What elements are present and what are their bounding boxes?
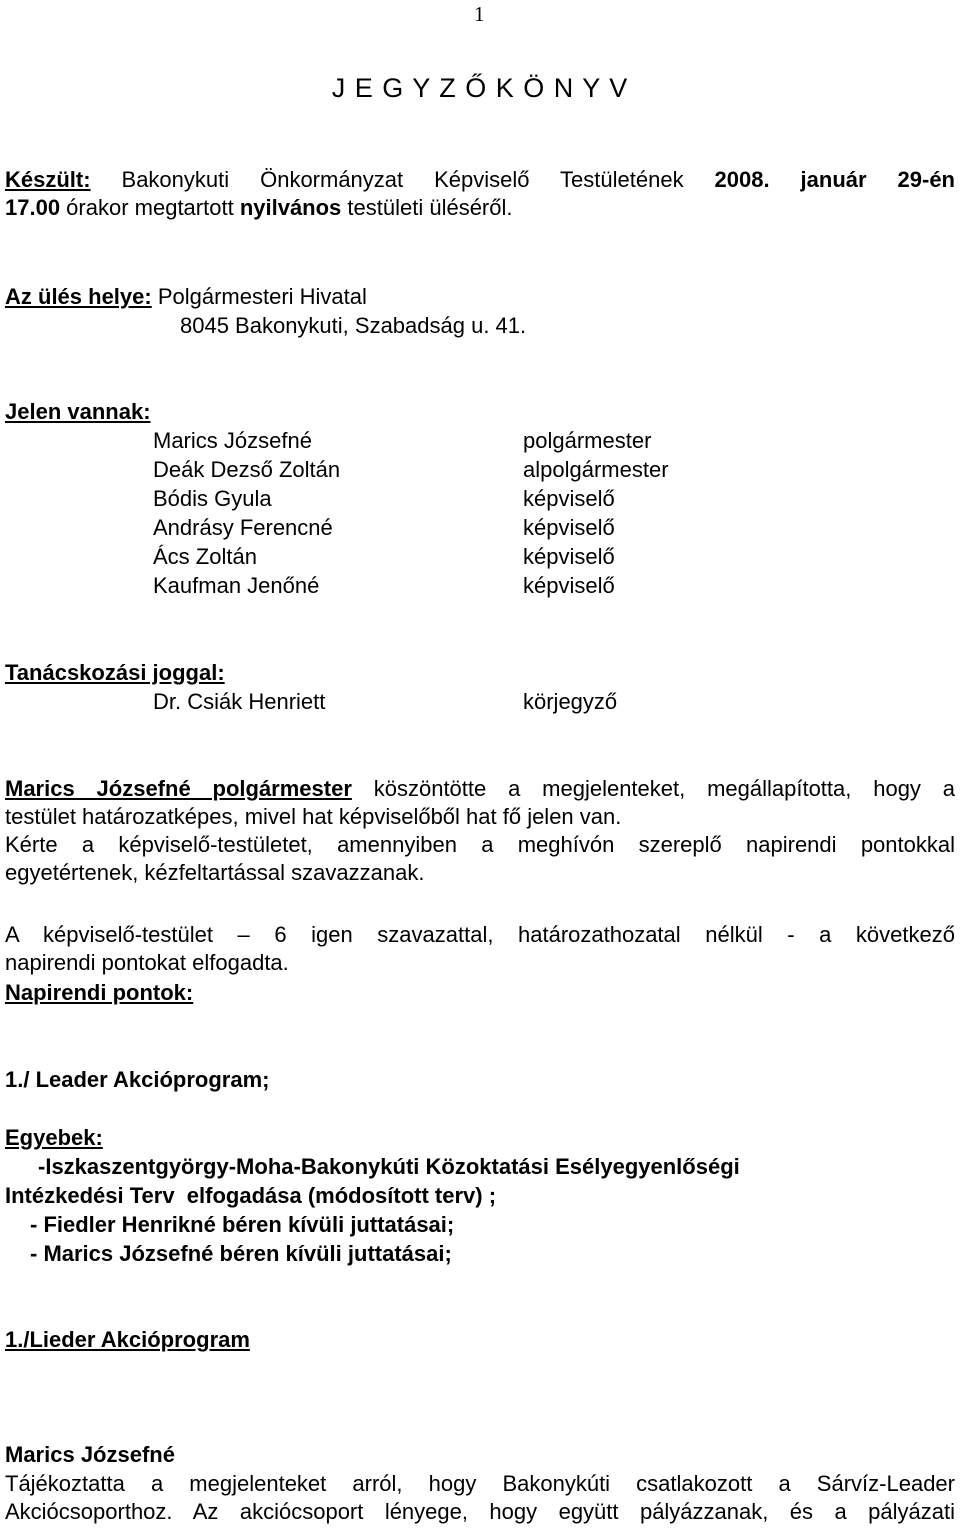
section-speaker: Marics Józsefné	[5, 1442, 175, 1467]
agenda-other-label: Egyebek:	[5, 1125, 103, 1150]
opening-line-3: Kérte a képviselő-testületet, amennyiben a meghívón szereplő napirendi pontokkal	[5, 832, 955, 857]
member-name: Ács Zoltán	[153, 544, 257, 569]
venue-address: 8045 Bakonykuti, Szabadság u. 41.	[180, 313, 527, 338]
agenda-other-line-2: Intézkedési Terv elfogadása (módosított terv) ;	[5, 1183, 497, 1208]
section-line-1: Tájékoztatta a megjelenteket arról, hogy Bakonykúti csatlakozott a Sárvíz-Leader	[5, 1471, 955, 1496]
vote-paragraph	[5, 921, 955, 977]
agenda-other-line-3: - Fiedler Henrikné béren kívüli juttatásai;	[30, 1212, 455, 1237]
opening-line-4: egyetértenek, kézfeltartással szavazzanak.	[5, 860, 425, 885]
vote-line-2: napirendi pontokat elfogadta.	[5, 950, 289, 975]
document-title: J E G Y Z Ő K Ö N Y V	[331, 73, 629, 103]
section-line-2: Akciócsoporthoz. Az akciócsoport lényege, hogy együtt pályázzanak, és a pályázati	[5, 1499, 955, 1524]
vote-line-1: A képviselő-testület – 6 igen szavazattal, határozathozatal nélkül - a következő	[5, 922, 955, 947]
made-public: nyilvános	[239, 195, 342, 220]
section-paragraph	[5, 1470, 955, 1526]
page-number: 1	[474, 2, 485, 26]
agenda-item-1: 1./ Leader Akcióprogram;	[5, 1067, 270, 1092]
opening-line-1: köszöntötte a megjelenteket, megállapította, hogy a	[351, 776, 955, 801]
advisory-label: Tanácskozási joggal:	[5, 660, 225, 685]
made-text: Bakonykuti Önkormányzat Képviselő Testületének	[90, 167, 715, 192]
made-time: 17.00	[5, 195, 61, 220]
section-heading: 1./Lieder Akcióprogram	[5, 1327, 250, 1352]
made-paragraph	[5, 166, 955, 222]
member-name: Deák Dezső Zoltán	[153, 457, 341, 482]
member-role: képviselő	[523, 515, 615, 540]
member-role: képviselő	[523, 486, 615, 511]
member-name: Kaufman Jenőné	[153, 573, 320, 598]
venue-label: Az ülés helye:	[5, 284, 152, 309]
member-role: képviselő	[523, 544, 615, 569]
venue-line-1	[5, 283, 367, 311]
opening-paragraph	[5, 775, 955, 887]
made-date: 2008. január 29-én	[714, 167, 955, 192]
opening-speaker: Marics Józsefné polgármester	[5, 776, 352, 801]
opening-line-2: testület határozatképes, mivel hat képviselőből hat fő jelen van.	[5, 804, 622, 829]
member-name: Andrásy Ferencné	[153, 515, 333, 540]
agenda-label: Napirendi pontok:	[5, 980, 194, 1005]
agenda-other-line-1: -Iszkaszentgyörgy-Moha-Bakonykúti Közoktatási Esélyegyenlőségi	[38, 1154, 740, 1179]
member-name: Marics Józsefné	[153, 428, 312, 453]
member-role: képviselő	[523, 573, 615, 598]
agenda-other-line-4: - Marics Józsefné béren kívüli juttatásai;	[30, 1241, 452, 1266]
member-role: polgármester	[523, 428, 652, 453]
venue-name: Polgármesteri Hivatal	[151, 284, 367, 309]
advisory-name: Dr. Csiák Henriett	[153, 689, 326, 714]
made-text-3: testületi üléséről.	[341, 195, 513, 220]
member-name: Bódis Gyula	[153, 486, 272, 511]
made-text-2: órakor megtartott	[60, 195, 240, 220]
advisory-role: körjegyző	[523, 689, 618, 714]
made-label: Készült:	[5, 167, 91, 192]
member-role: alpolgármester	[523, 457, 669, 482]
present-label: Jelen vannak:	[5, 399, 151, 424]
